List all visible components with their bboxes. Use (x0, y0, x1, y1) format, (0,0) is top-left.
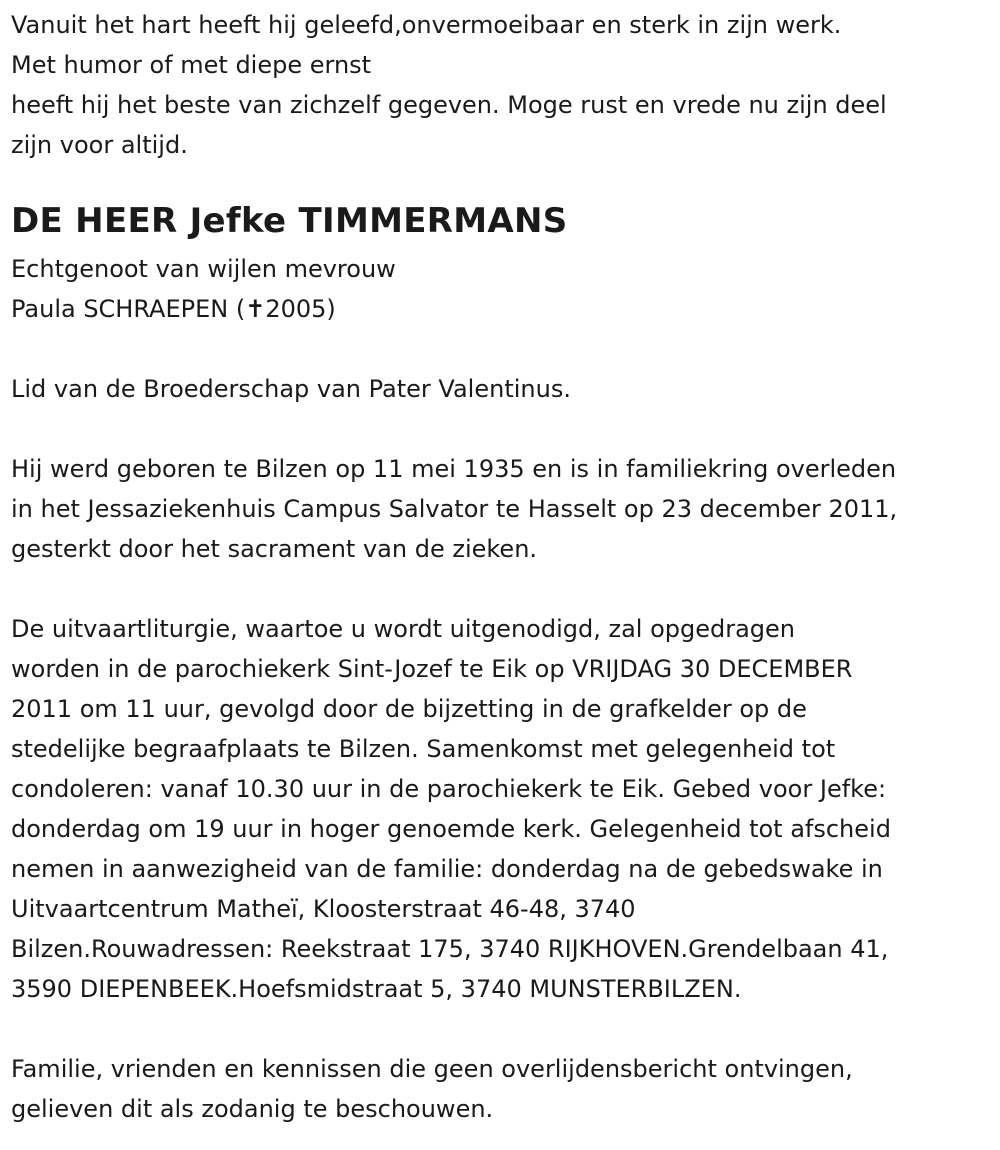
funeral-line: condoleren: vanaf 10.30 uur in de parochiekerk te Eik. Gebed voor Jefke: (11, 775, 887, 803)
spouse-line: Echtgenoot van wijlen mevrouw (11, 255, 396, 283)
funeral-line: De uitvaartliturgie, waartoe u wordt uitgenodigd, zal opgedragen (11, 615, 796, 643)
funeral-line: nemen in aanwezigheid van de familie: donderdag na de gebedswake in (11, 855, 883, 883)
spacer (11, 569, 1000, 609)
birth-death-line: gesterkt door het sacrament van de zieken. (11, 535, 538, 563)
closing-line: gelieven dit als zodanig te beschouwen. (11, 1095, 494, 1123)
poem (11, 5, 1000, 165)
spacer (11, 409, 1000, 449)
funeral-line: 2011 om 11 uur, gevolgd door de bijzetting in de grafkelder op de (11, 695, 807, 723)
funeral-line: 3590 DIEPENBEEK.Hoefsmidstraat 5, 3740 MUNSTERBILZEN. (11, 975, 742, 1003)
spacer (11, 1009, 1000, 1049)
funeral-line: Bilzen.Rouwadressen: Reekstraat 175, 3740 RIJKHOVEN.Grendelbaan 41, (11, 935, 889, 963)
birth-death-line: Hij werd geboren te Bilzen op 11 mei 1935 en is in familiekring overleden (11, 455, 897, 483)
funeral-paragraph (11, 609, 1000, 1009)
poem-line: Vanuit het hart heeft hij geleefd,onvermoeibaar en sterk in zijn werk. (11, 11, 842, 39)
spouse-name: Paula SCHRAEPEN (✝2005) (11, 295, 336, 323)
poem-line: zijn voor altijd. (11, 131, 188, 159)
funeral-line: Uitvaartcentrum Matheï, Kloosterstraat 46-48, 3740 (11, 895, 636, 923)
poem-line: Met humor of met diepe ernst (11, 51, 372, 79)
spacer (11, 165, 1000, 193)
birth-death-paragraph (11, 449, 1000, 569)
poem-line: heeft hij het beste van zichzelf gegeven. Moge rust en vrede nu zijn deel (11, 91, 887, 119)
birth-death-line: in het Jessaziekenhuis Campus Salvator te Hasselt op 23 december 2011, (11, 495, 898, 523)
closing-paragraph (11, 1049, 1000, 1129)
closing-line: Familie, vrienden en kennissen die geen overlijdensbericht ontvingen, (11, 1055, 853, 1083)
funeral-line: worden in de parochiekerk Sint-Jozef te Eik op VRIJDAG 30 DECEMBER (11, 655, 853, 683)
deceased-name: DE HEER Jefke TIMMERMANS (11, 201, 568, 241)
spacer (11, 329, 1000, 369)
funeral-line: donderdag om 19 uur in hoger genoemde kerk. Gelegenheid tot afscheid (11, 815, 891, 843)
membership-text: Lid van de Broederschap van Pater Valentinus. (11, 375, 571, 403)
funeral-line: stedelijke begraafplaats te Bilzen. Samenkomst met gelegenheid tot (11, 735, 836, 763)
